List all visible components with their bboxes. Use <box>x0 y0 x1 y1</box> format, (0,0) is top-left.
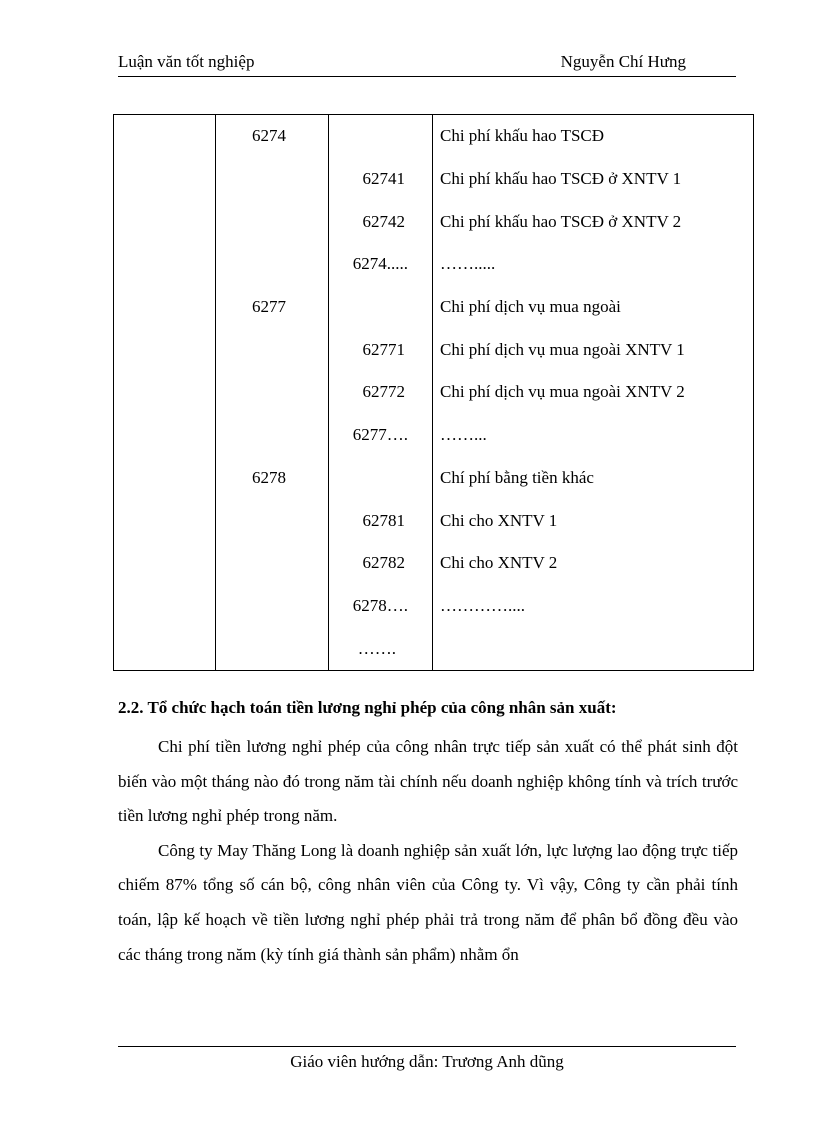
cell-c4: Chi cho XNTV 1 <box>433 499 754 542</box>
cell-c3 <box>329 286 433 329</box>
cell-c4: Chi phí dịch vụ mua ngoài XNTV 1 <box>433 328 754 371</box>
cell-c4: ………….... <box>433 585 754 628</box>
cell-empty <box>114 243 216 286</box>
cell-c4: Chi phí khấu hao TSCĐ ở XNTV 2 <box>433 200 754 243</box>
page-header <box>118 52 736 77</box>
cell-c3 <box>329 457 433 500</box>
cell-c3: 62782 <box>329 542 433 585</box>
cell-c2 <box>216 371 329 414</box>
cell-c4: ……..... <box>433 243 754 286</box>
cell-c2 <box>216 158 329 201</box>
cell-c3: 62772 <box>329 371 433 414</box>
cell-c2 <box>216 542 329 585</box>
table-row <box>114 158 754 201</box>
table-row <box>114 286 754 329</box>
table-row <box>114 499 754 542</box>
cell-c2 <box>216 499 329 542</box>
header-thesis-title: Luận văn tốt nghiệp <box>118 52 255 71</box>
account-table <box>113 114 754 671</box>
cell-c2: 6277 <box>216 286 329 329</box>
cell-c4: Chi phí dịch vụ mua ngoài XNTV 2 <box>433 371 754 414</box>
cell-c2 <box>216 585 329 628</box>
cell-c3: 62742 <box>329 200 433 243</box>
cell-c3 <box>329 115 433 158</box>
cell-c2: 6274 <box>216 115 329 158</box>
cell-empty <box>114 286 216 329</box>
table-row <box>114 585 754 628</box>
table-row <box>114 243 754 286</box>
cell-c3: 62741 <box>329 158 433 201</box>
cell-c2 <box>216 328 329 371</box>
cell-empty <box>114 328 216 371</box>
cell-c4: Chí phí bằng tiền khác <box>433 457 754 500</box>
cell-c2 <box>216 414 329 457</box>
paragraph-1: Chi phí tiền lương nghỉ phép của công nhân trực tiếp sản xuất có thể phát sinh đột biến vào một tháng nào đó trong năm tài chính nếu doanh nghiệp không tính và trích trước tiền lương nghỉ phép trong năm. <box>118 737 738 826</box>
table-row <box>114 115 754 158</box>
cell-empty <box>114 414 216 457</box>
cell-empty <box>114 542 216 585</box>
cell-empty <box>114 627 216 670</box>
cell-c3: 62781 <box>329 499 433 542</box>
cell-c2: 6278 <box>216 457 329 500</box>
header-author: Nguyễn Chí Hưng <box>560 52 686 71</box>
cell-c3: 6274..... <box>329 243 433 286</box>
section-2-2 <box>118 697 738 972</box>
cell-c4: Chi phí khấu hao TSCĐ ở XNTV 1 <box>433 158 754 201</box>
page-footer <box>118 1046 736 1072</box>
cell-c3: 6278…. <box>329 585 433 628</box>
cell-empty <box>114 499 216 542</box>
cell-c4: Chi phí dịch vụ mua ngoài <box>433 286 754 329</box>
table-row <box>114 200 754 243</box>
cell-empty <box>114 200 216 243</box>
section-heading: 2.2. Tổ chức hạch toán tiền lương nghỉ phép của công nhân sản xuất: <box>118 698 617 717</box>
table-row <box>114 542 754 585</box>
table-row <box>114 414 754 457</box>
table-row <box>114 328 754 371</box>
cell-c3: ……. <box>329 627 433 670</box>
table-row <box>114 457 754 500</box>
cell-c3: 6277…. <box>329 414 433 457</box>
cell-empty <box>114 158 216 201</box>
cell-c2 <box>216 200 329 243</box>
cell-c4 <box>433 627 754 670</box>
cell-c3: 62771 <box>329 328 433 371</box>
cell-empty <box>114 371 216 414</box>
cell-c4: Chi phí khấu hao TSCĐ <box>433 115 754 158</box>
cell-c4: ……... <box>433 414 754 457</box>
footer-supervisor: Giáo viên hướng dẫn: Trương Anh dũng <box>290 1052 564 1071</box>
cell-c2 <box>216 243 329 286</box>
cell-empty <box>114 115 216 158</box>
cell-empty <box>114 457 216 500</box>
cell-c2 <box>216 627 329 670</box>
table-row <box>114 627 754 670</box>
cell-c4: Chi cho XNTV 2 <box>433 542 754 585</box>
paragraph-2: Công ty May Thăng Long là doanh nghiệp sản xuất lớn, lực lượng lao động trực tiếp chiếm 87% tổng số cán bộ, công nhân viên của Công ty. Vì vậy, Công ty cần phải tính toán, lập kế hoạch về tiền lương nghỉ phép phải trả trong năm để phân bổ đồng đều vào các tháng trong năm (kỳ tính giá thành sản phẩm) nhằm ổn <box>118 840 738 964</box>
table-row <box>114 371 754 414</box>
cell-empty <box>114 585 216 628</box>
